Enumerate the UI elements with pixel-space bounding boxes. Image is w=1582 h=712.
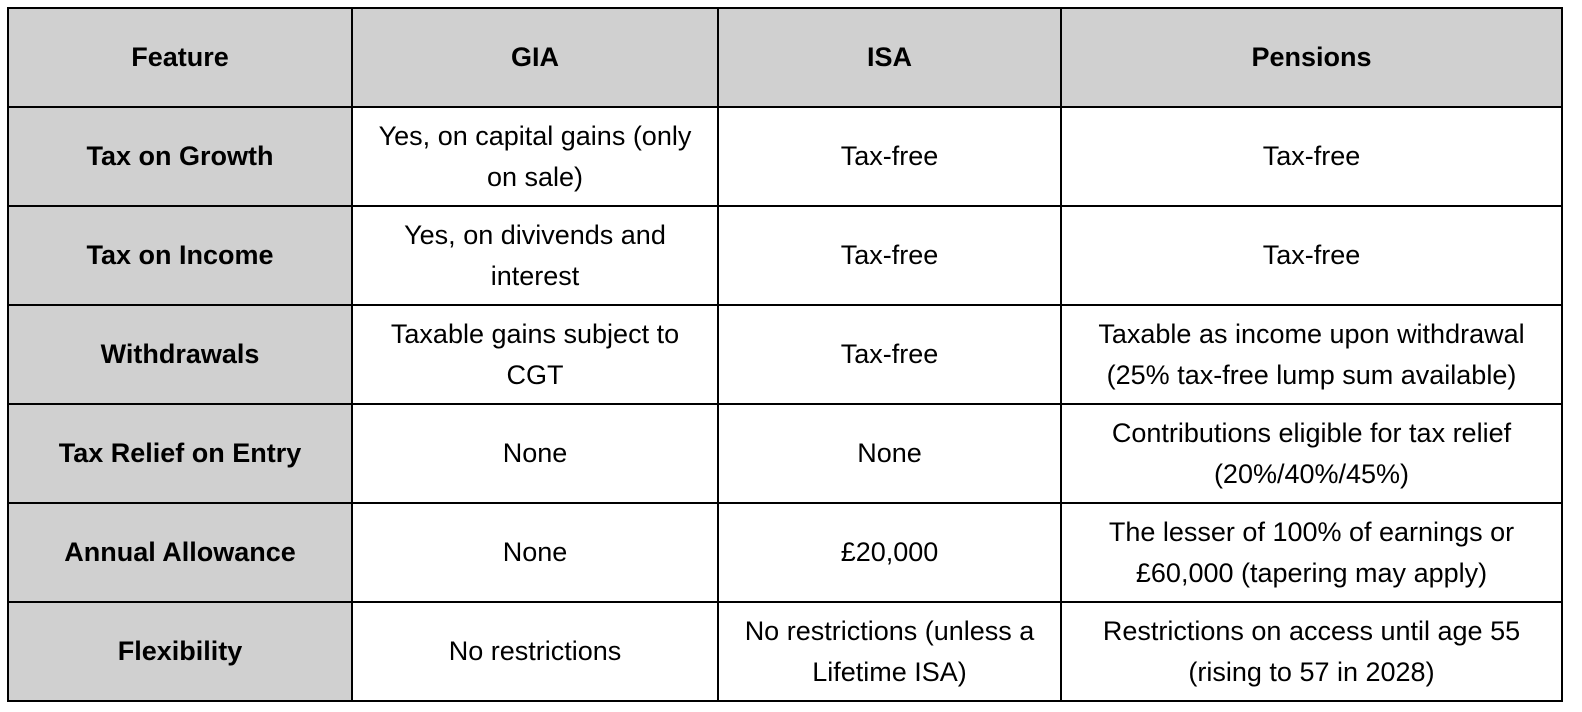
comparison-table-container — [7, 7, 1563, 702]
gia-cell: Taxable gains subject to CGT — [352, 305, 718, 404]
pensions-cell: Tax-free — [1061, 107, 1562, 206]
row-feature-cell: Tax on Income — [8, 206, 352, 305]
header-feature: Feature — [8, 8, 352, 107]
gia-cell: Yes, on divivends and interest — [352, 206, 718, 305]
isa-cell: Tax-free — [718, 305, 1061, 404]
table-row — [8, 107, 1562, 206]
gia-cell: None — [352, 404, 718, 503]
header-isa: ISA — [718, 8, 1061, 107]
gia-cell: No restrictions — [352, 602, 718, 701]
comparison-table — [7, 7, 1563, 702]
isa-cell: £20,000 — [718, 503, 1061, 602]
row-feature-cell: Annual Allowance — [8, 503, 352, 602]
header-gia: GIA — [352, 8, 718, 107]
pensions-cell: Taxable as income upon withdrawal (25% tax-free lump sum available) — [1061, 305, 1562, 404]
table-row — [8, 602, 1562, 701]
table-row — [8, 503, 1562, 602]
gia-cell: None — [352, 503, 718, 602]
row-feature-cell: Tax Relief on Entry — [8, 404, 352, 503]
table-row — [8, 206, 1562, 305]
isa-cell: None — [718, 404, 1061, 503]
isa-cell: Tax-free — [718, 206, 1061, 305]
row-feature-cell: Flexibility — [8, 602, 352, 701]
pensions-cell: Tax-free — [1061, 206, 1562, 305]
table-row — [8, 305, 1562, 404]
pensions-cell: The lesser of 100% of earnings or £60,000 (tapering may apply) — [1061, 503, 1562, 602]
isa-cell: No restrictions (unless a Lifetime ISA) — [718, 602, 1061, 701]
row-feature-cell: Tax on Growth — [8, 107, 352, 206]
header-pensions: Pensions — [1061, 8, 1562, 107]
row-feature-cell: Withdrawals — [8, 305, 352, 404]
gia-cell: Yes, on capital gains (only on sale) — [352, 107, 718, 206]
isa-cell: Tax-free — [718, 107, 1061, 206]
header-row — [8, 8, 1562, 107]
pensions-cell: Contributions eligible for tax relief (20%/40%/45%) — [1061, 404, 1562, 503]
pensions-cell: Restrictions on access until age 55 (rising to 57 in 2028) — [1061, 602, 1562, 701]
table-row — [8, 404, 1562, 503]
